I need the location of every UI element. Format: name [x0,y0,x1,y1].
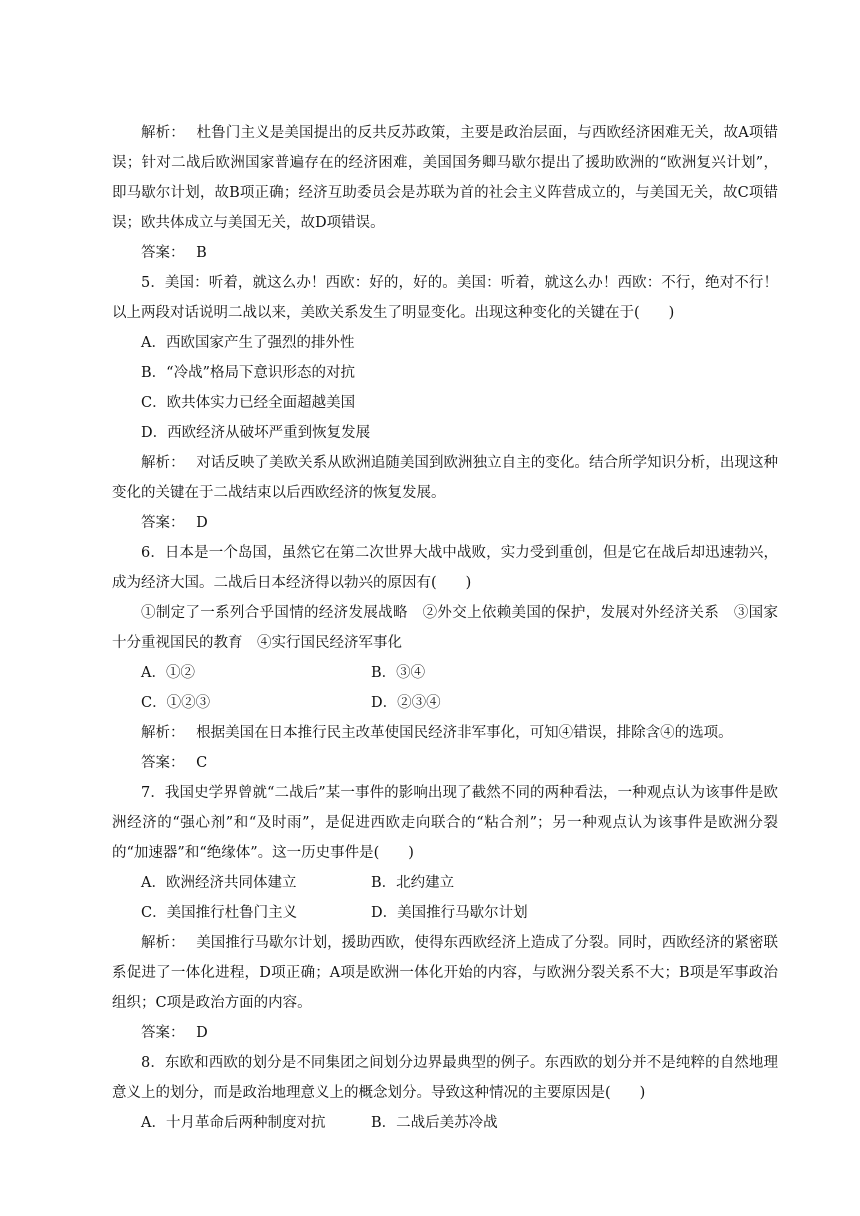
q6-answer [112,748,778,778]
q7-option-d: D．美国推行马歇尔计划 [371,905,528,921]
q6-answer-value: C [196,755,208,771]
q4-analysis [112,118,778,238]
q7-options-row-1 [112,868,778,898]
q6-option-c: C．①②③ [141,695,211,711]
q7-options-row-2 [112,898,778,928]
answer-label: 答案： [141,755,185,771]
q6-option-b: B．③④ [371,665,426,681]
answer-label: 答案： [141,515,185,531]
q5-option-b: B．“冷战”格局下意识形态的对抗 [141,365,355,381]
document-content [112,118,778,1138]
q6-analysis-text: 根据美国在日本推行民主改革使国民经济非军事化，可知④错误，排除含④的选项。 [196,725,733,741]
answer-label: 答案： [141,1025,185,1041]
q7-stem: 7．我国史学界曾就“二战后”某一事件的影响出现了截然不同的两种看法，一种观点认为该事件是欧洲经济的“强心剂”和“及时雨”，是促进西欧走向联合的“粘合剂”；另一种观点认为该事件是欧洲分裂的“加速器”和“绝缘体”。这一历史事件是( ) [112,785,778,861]
q5-stem: 5．美国：听着，就这么办！西欧：好的，好的。美国：听着，就这么办！西欧：不行，绝对不行！以上两段对话说明二战以来，美欧关系发生了明显变化。出现这种变化的关键在于( ) [112,275,778,321]
q4-analysis-text: 杜鲁门主义是美国提出的反共反苏政策，主要是政治层面，与西欧经济困难无关，故A项错误；针对二战后欧洲国家普遍存在的经济困难，美国国务卿马歇尔提出了援助欧洲的“欧洲复兴计划”，即马歇尔计划，故B项正确；经济互助委员会是苏联为首的社会主义阵营成立的，与美国无关，故C项错误；欧共体成立与美国无关，故D项错误。 [112,125,779,231]
q5-answer [112,508,778,538]
q5-option-a: A．西欧国家产生了强烈的排外性 [141,335,355,351]
q6-options-row-2 [112,688,778,718]
q7-option-c: C．美国推行杜鲁门主义 [141,905,298,921]
q5-analysis-text: 对话反映了美欧关系从欧洲追随美国到欧洲独立自主的变化。结合所学知识分析，出现这种变化的关键在于二战结束以后西欧经济的恢复发展。 [112,455,779,501]
q5-option-c: C．欧共体实力已经全面超越美国 [141,395,356,411]
q5-option-d: D．西欧经济从破坏严重到恢复发展 [141,425,371,441]
analysis-label: 解析： [141,725,185,741]
q8-option-a: A．十月革命后两种制度对抗 [141,1115,326,1131]
q7-answer [112,1018,778,1048]
q7-answer-value: D [196,1025,208,1041]
q7-analysis [112,928,778,1018]
q5-analysis [112,448,778,508]
analysis-label: 解析： [141,935,185,951]
q4-answer [112,238,778,268]
q8-option-b: B．二战后美苏冷战 [371,1115,498,1131]
q7-analysis-text: 美国推行马歇尔计划，援助西欧，使得东西欧经济上造成了分裂。同时，西欧经济的紧密联系促进了一体化进程，D项正确；A项是欧洲一体化开始的内容，与欧洲分裂关系不大；B项是军事政治组织；C项是政治方面的内容。 [112,935,779,1011]
analysis-label: 解析： [141,455,185,471]
q5-answer-value: D [196,515,208,531]
q6-options-row-1 [112,658,778,688]
q6-analysis [112,718,778,748]
q7-option-a: A．欧洲经济共同体建立 [141,875,297,891]
q6-stem: 6．日本是一个岛国，虽然它在第二次世界大战中战败，实力受到重创，但是它在战后却迅速勃兴，成为经济大国。二战后日本经济得以勃兴的原因有( ) [112,545,778,591]
answer-label: 答案： [141,245,185,261]
q6-items: ①制定了一系列合乎国情的经济发展战略 ②外交上依赖美国的保护，发展对外经济关系 ③国家十分重视国民的教育 ④实行国民经济军事化 [112,605,778,651]
analysis-label: 解析： [141,125,185,141]
q7-option-b: B．北约建立 [371,875,455,891]
q8-stem: 8．东欧和西欧的划分是不同集团之间划分边界最典型的例子。东西欧的划分并不是纯粹的自然地理意义上的划分，而是政治地理意义上的概念划分。导致这种情况的主要原因是( ) [112,1055,778,1101]
q6-option-a: A．①② [141,665,195,681]
q6-option-d: D．②③④ [371,695,441,711]
q4-answer-value: B [196,245,207,261]
q8-options-row-1 [112,1108,778,1138]
